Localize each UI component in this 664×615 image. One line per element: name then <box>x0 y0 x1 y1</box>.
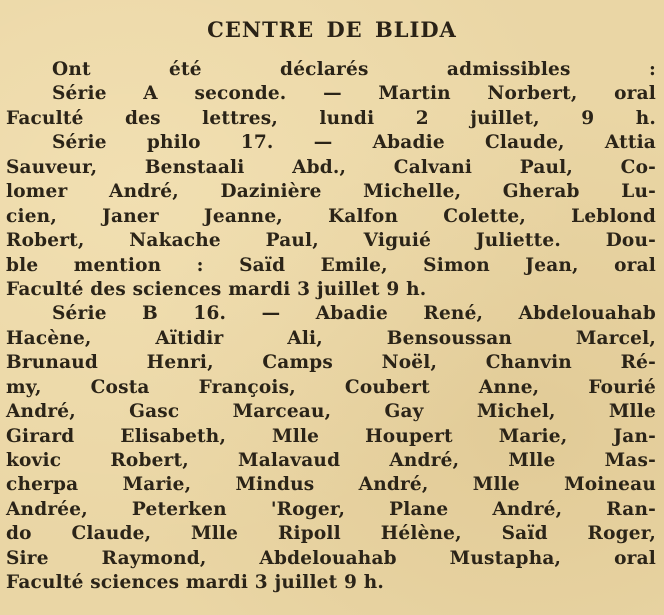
article-line: Hacène, Aïtidir Ali, Bensoussan Marcel, <box>6 327 656 349</box>
article-line: cherpa Marie, Mindus André, Mlle Moineau <box>6 474 656 496</box>
article-line: Série philo 17. — Abadie Claude, Attia <box>52 132 656 154</box>
article-line: cien, Janer Jeanne, Kalfon Colette, Leblond <box>6 205 656 227</box>
article-line: Brunaud Henri, Camps Noël, Chanvin Ré- <box>6 352 656 374</box>
article-line: Robert, Nakache Paul, Viguié Juliette. Dou- <box>6 230 656 252</box>
article-body <box>0 58 664 596</box>
article-line: Sire Raymond, Abdelouahab Mustapha, oral <box>6 547 656 569</box>
article-heading: CENTRE DE BLIDA <box>207 17 457 42</box>
article-line: Faculté des sciences mardi 3 juillet 9 h. <box>6 278 427 300</box>
article-line: Série A seconde. — Martin Norbert, oral <box>52 83 656 105</box>
article-line: my, Costa François, Coubert Anne, Fourié <box>6 376 656 398</box>
article-line: Sauveur, Benstaali Abd., Calvani Paul, Co- <box>6 156 656 178</box>
article-line: ble mention : Saïd Emile, Simon Jean, oral <box>6 254 656 276</box>
article-line: Girard Elisabeth, Mlle Houpert Marie, Jan- <box>6 425 656 447</box>
article-line: lomer André, Dazinière Michelle, Gherab Lu- <box>6 181 656 203</box>
article-line: kovic Robert, Malavaud André, Mlle Mas- <box>6 450 656 471</box>
article-line: Série B 16. — Abadie René, Abdelouahab <box>52 303 656 325</box>
article-line: André, Gasc Marceau, Gay Michel, Mlle <box>6 401 656 423</box>
article-line: do Claude, Mlle Ripoll Hélène, Saïd Roger, <box>6 523 656 545</box>
article-line: Andrée, Peterken 'Roger, Plane André, Ran- <box>6 498 656 520</box>
article-line: Faculté sciences mardi 3 juillet 9 h. <box>6 572 385 594</box>
article-line: Faculté des lettres, lundi 2 juillet, 9 h. <box>6 107 656 129</box>
article-line: Ont été déclarés admissibles : <box>52 59 656 80</box>
